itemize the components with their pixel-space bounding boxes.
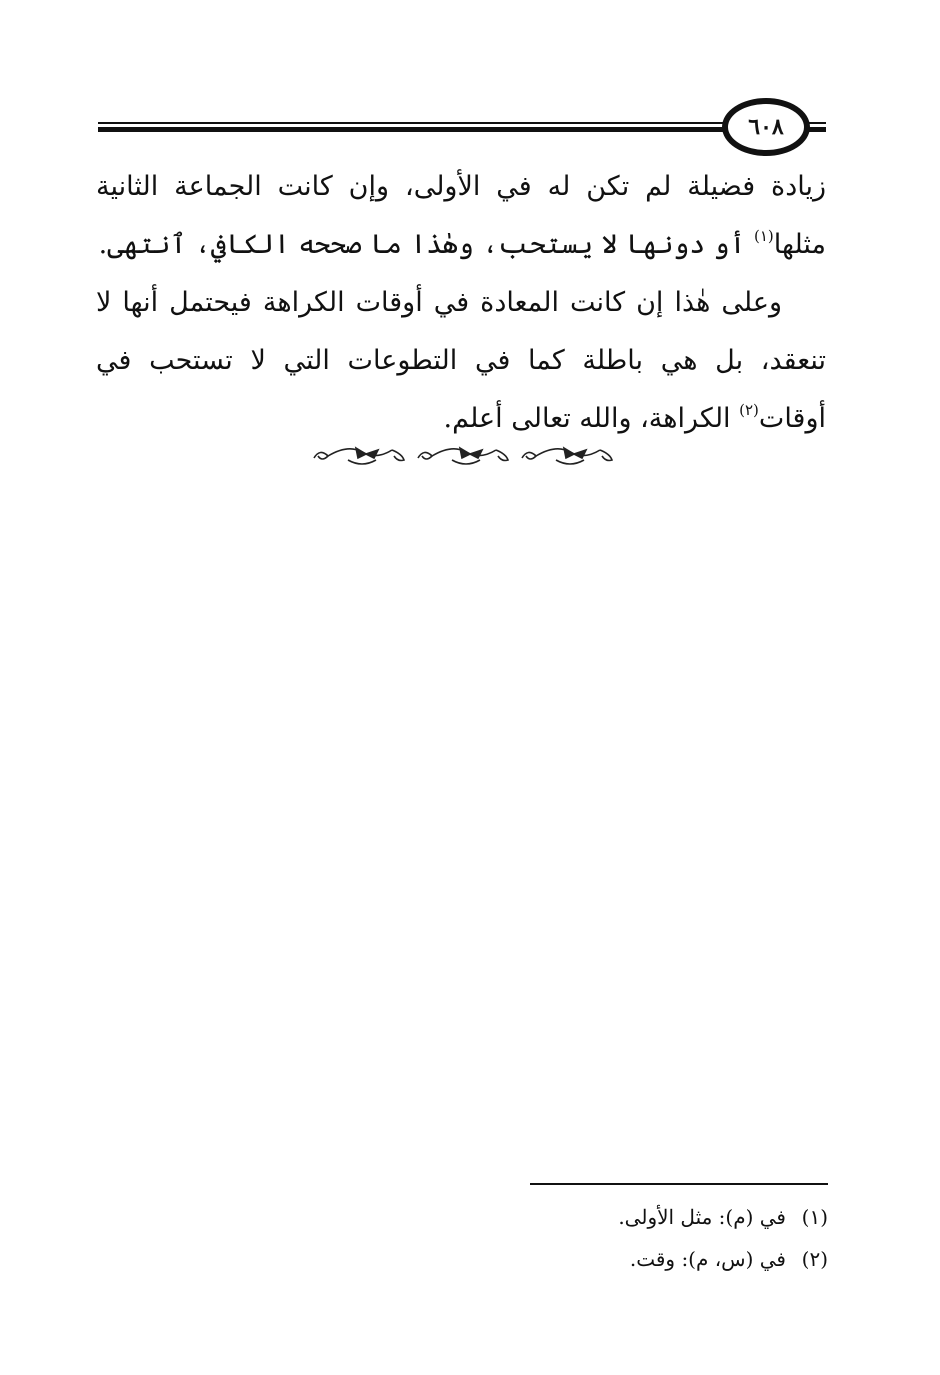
- footnote-separator: [530, 1183, 828, 1185]
- header-rule: [98, 120, 724, 136]
- paragraph-1: [96, 158, 826, 274]
- paragraph-2-part-2: الكراهة، والله تعالى أعلم.: [443, 403, 740, 434]
- footnote-1-text: في (م): مثل الأولى.: [618, 1205, 786, 1229]
- paragraph-2-part-1: وعلى هٰذا إن كانت المعادة في أوقات الكراهة فيحتمل أنها لا تنعقد، بل هي باطلة كما في التطوعات التي لا تستحب في أوقات: [96, 287, 826, 434]
- footnote-ref-2: (٢): [739, 401, 759, 419]
- footnote-ref-1: (١): [753, 227, 774, 245]
- footnotes: [420, 1196, 828, 1280]
- footnote-1-number: (١): [801, 1205, 828, 1229]
- footnote-1: [420, 1196, 828, 1238]
- page-number: ٦٠٨: [722, 98, 810, 156]
- footnote-2-number: (٢): [801, 1247, 828, 1271]
- header-rule-end: [808, 120, 826, 136]
- paragraph-2: [96, 274, 826, 448]
- paragraph-1-part-2: أو دونها لا يستحب، وهٰذا ما صححه الكافي، ٱنتهى.: [98, 229, 754, 260]
- footnote-2-text: في (س، م): وقت.: [629, 1247, 786, 1271]
- footnote-2: [420, 1238, 828, 1280]
- main-text: [96, 158, 826, 448]
- paragraph-1-part-1: زيادة فضيلة لم تكن له في الأولى، وإن كانت الجماعة الثانية مثلها: [96, 171, 826, 260]
- section-end-ornament-icon: [308, 438, 620, 472]
